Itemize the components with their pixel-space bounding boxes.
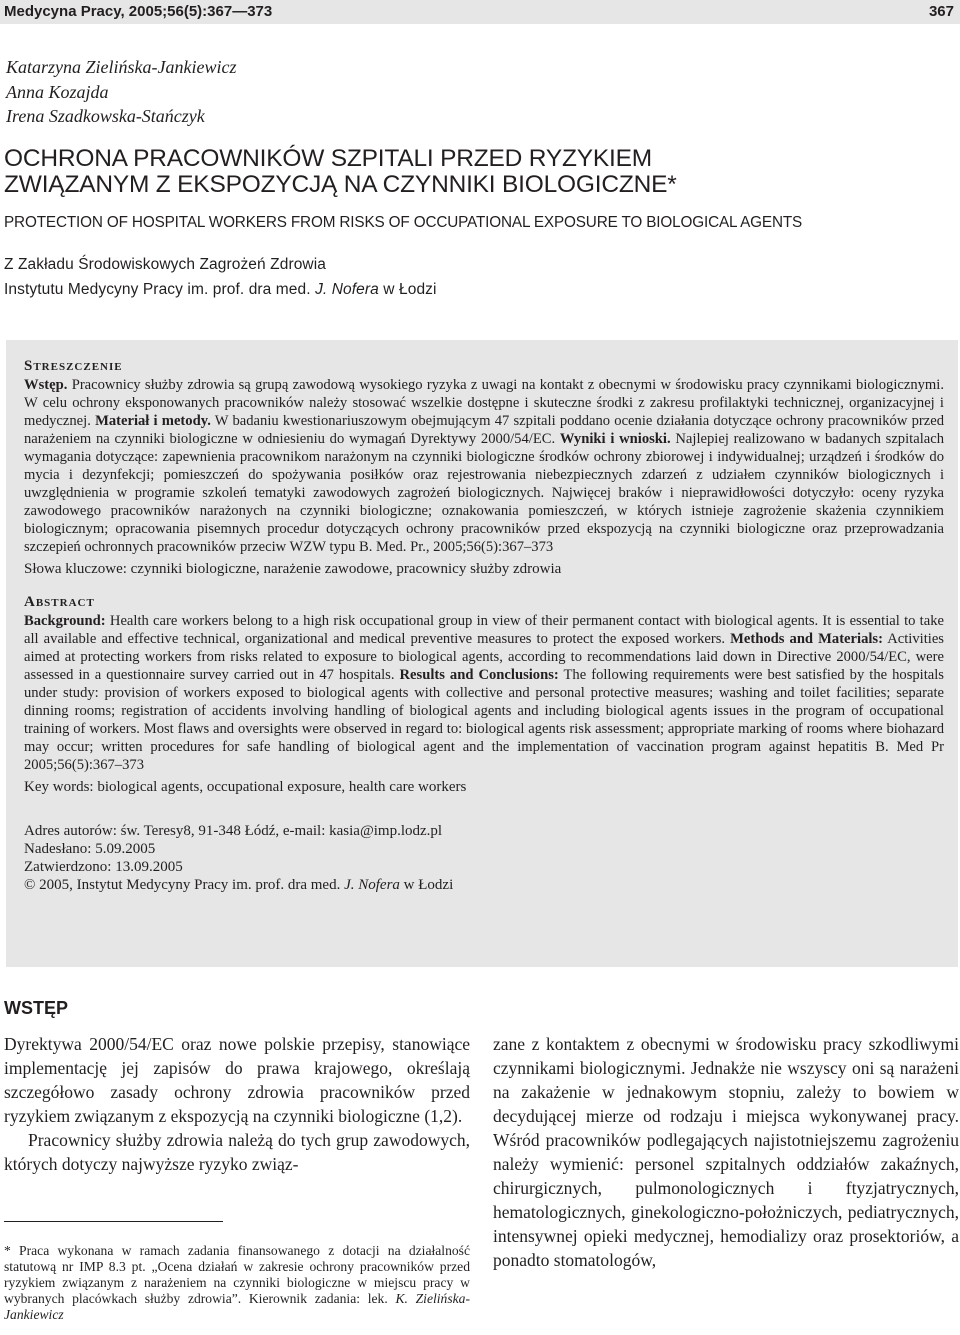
- streszczenie-body: [24, 376, 944, 556]
- section-label: Wyniki i wnioski.: [559, 431, 671, 447]
- abstract-text: Najlepiej realizowano w badanych szpitalach wymagania dotyczące: zapewnienia pracownikom narażonym na czynniki biologiczne środków ochrony zbiorowej i indywidualnej; urządzeń i środków do mycia i dezynfekcji; pomieszczeń do spożywania posiłków oraz rejestrowania niebezpiecznych zdarzeń z udziałem czynników biologicznych i uwzględnienia w programie szkoleń tematyki zawodowych zagrożeń biologicznych. Najwięcej braków i nieprawidłowości dotyczyło: oceny ryzyka zawodowego pracowników narażonych na czynniki biologiczne; oznakowania pomieszczeń, w których istnieje zagrożenie skażenia czynnikiem biologicznym; opracowania pisemnych procedur dotyczących ochrony pracowników przed ekspozycją na czynniki biologiczne oraz przeprowadzania szczepień ochronnych pracowników przeciw WZW typu B. Med. Pr., 2005;56(5):367–373: [24, 431, 944, 555]
- author-list: [6, 55, 236, 129]
- body-paragraph: Dyrektywa 2000/54/EC oraz nowe polskie przepisy, stanowiące implementację jej zapisów do prawa krajowego, określają szczegółowo zasady ochrony zdrowia pracowników przed ryzykiem związanym z ekspozycją na czynniki biologiczne (1,2).: [4, 1034, 470, 1126]
- section-label: Wstęp.: [24, 377, 68, 393]
- page-number: 367: [928, 3, 954, 20]
- abstract-text: Activities aimed at protecting workers from risks related to exposure to biological agents, according to recommendations laid down in Directive 2000/54/EC, were assessed in a questionnaire survey carried out in 47 hospitals.: [24, 631, 944, 683]
- author-name: Katarzyna Zielińska-Jankiewicz: [6, 57, 237, 77]
- section-heading: WSTĘP: [4, 998, 69, 1018]
- abstract-text: The following requirements were best satisfied by the hospitals under study: provision of workers exposed to biological agents with collective and personal protective measures; washing and toilet facilities; separate dinning rooms; registration of accidents involving handling of biological agents and including biological agents issues in the program of occupational training of workers. Most flaws and oversights were observed in regard to: biological agents risk assessment; appropriate marking of rooms where biohazard may occur; written procedures for safe handling of biological agent and the implementation of vaccination program against hepatitis B. Med Pr 2005;56(5):367–373: [24, 667, 944, 773]
- footnote-text: * Praca wykonana w ramach zadania finansowanego z dotacji na działalność statutową nr IMP 8.3 pt. „Ocena działań w zakresie ochrony pracowników przed ryzykiem związanym z narażeniem na czynniki biologiczne w miejscu pracy w wybranych placówkach służby zdrowia”. Kierownik zadania: lek.: [4, 1243, 470, 1306]
- section-label: Results and Conclusions:: [399, 667, 559, 683]
- copyright-text: w Łodzi: [403, 877, 454, 893]
- body-column-right: [493, 1032, 959, 1272]
- body-paragraph: zane z kontaktem z obecnymi w środowisku pracy szkodliwymi czynnikami biologicznymi. Jednakże nie wszyscy oni są narażeni na zakażenie w jednakowym stopniu, zależy to bowiem w decydującej mierze od rodzaju i miejsca wykonywanej pracy. Wśród pracowników podlegających najistotniejszemu zagrożeniu należy wymienić: personel szpitalnych oddziałów zakaźnych, chirurgicznych, pulmonologicznych i ftyzjatrycznych, hematologicznych, ginekologiczno-położniczych, pediatrycznych, intensywnej opieki medycznej, hemodializy oraz prosektoriów, a ponadto stomatologów,: [493, 1034, 959, 1270]
- correspondence: [24, 822, 944, 894]
- footnote-italic: K. Zielińska-Jankiewicz: [4, 1291, 470, 1322]
- accepted-date: Zatwierdzono: 13.09.2005: [24, 859, 183, 875]
- running-header: [0, 0, 960, 24]
- footnote-rule: [4, 1221, 223, 1222]
- body-paragraph: Pracownicy służby zdrowia należą do tych grup zawodowych, których dotyczy najwyższe ryzyko związ-: [4, 1130, 470, 1174]
- abstract-text: Pracownicy służby zdrowia są grupą zawodową wysokiego ryzyka z uwagi na kontakt z obecnymi w środowisku pracy czynnikami biologicznymi. W celu ochrony eksponowanych pracowników należy stosować wszelkie dostępne i skuteczne środki z zakresu profilaktyki technicznej, organizacyjnej i medycznej.: [24, 377, 944, 429]
- affiliation: [4, 252, 437, 302]
- affiliation-line: [4, 277, 437, 302]
- abstract-text: Health care workers belong to a high risk occupational group in view of their permanent contact with biological agents. It is essential to take all available and effective technical, organizational and medical preventive measures to protect the exposed workers.: [24, 613, 944, 647]
- affiliation-text: Instytutu Medycyny Pracy im. prof. dra med.: [4, 281, 311, 298]
- journal-citation: Medycyna Pracy, 2005;56(5):367—373: [4, 3, 273, 20]
- article-title-en: PROTECTION OF HOSPITAL WORKERS FROM RISKS OF OCCUPATIONAL EXPOSURE TO BIOLOGICAL AGENTS: [4, 214, 803, 231]
- body-column-left: [4, 1032, 470, 1176]
- author-address: Adres autorów: św. Teresy8, 91-348 Łódź, e-mail: kasia@imp.lodz.pl: [24, 823, 443, 839]
- footnote: [4, 1243, 470, 1323]
- article-title-pl: [4, 146, 677, 198]
- section-label: Methods and Materials:: [730, 631, 883, 647]
- copyright-line: [24, 876, 944, 894]
- abstract-text: W badaniu kwestionariuszowym obejmującym 47 szpitali poddano ocenie działania dotyczące ochrony pracowników przed narażeniem na czynniki biologiczne w odniesieniu do wymagań Dyrektywy 2000/54/EC.: [24, 413, 944, 447]
- abstract-body: [24, 612, 944, 774]
- section-label: Background:: [24, 613, 106, 629]
- author-name: Irena Szadkowska-Stańczyk: [6, 106, 205, 126]
- copyright-text: © 2005, Instytut Medycyny Pracy im. prof. dra med.: [24, 877, 341, 893]
- keywords-en: Key words: biological agents, occupational exposure, health care workers: [24, 779, 467, 795]
- affiliation-italic: J. Nofera: [315, 281, 379, 298]
- affiliation-text: w Łodzi: [383, 281, 437, 298]
- keywords-pl: Słowa kluczowe: czynniki biologiczne, narażenie zawodowe, pracownicy służby zdrowia: [24, 561, 562, 577]
- copyright-italic: J. Nofera: [344, 877, 400, 893]
- title-line: OCHRONA PRACOWNIKÓW SZPITALI PRZED RYZYKIEM: [4, 145, 652, 172]
- abstract-heading: Abstract: [24, 594, 95, 610]
- affiliation-line: Z Zakładu Środowiskowych Zagrożeń Zdrowia: [4, 256, 326, 273]
- received-date: Nadesłano: 5.09.2005: [24, 841, 156, 857]
- section-label: Materiał i metody.: [95, 413, 211, 429]
- streszczenie-heading: Streszczenie: [24, 358, 123, 374]
- abstract-box: [6, 340, 958, 967]
- author-name: Anna Kozajda: [6, 81, 109, 102]
- title-line: ZWIĄZANYM Z EKSPOZYCJĄ NA CZYNNIKI BIOLOGICZNE*: [4, 171, 677, 198]
